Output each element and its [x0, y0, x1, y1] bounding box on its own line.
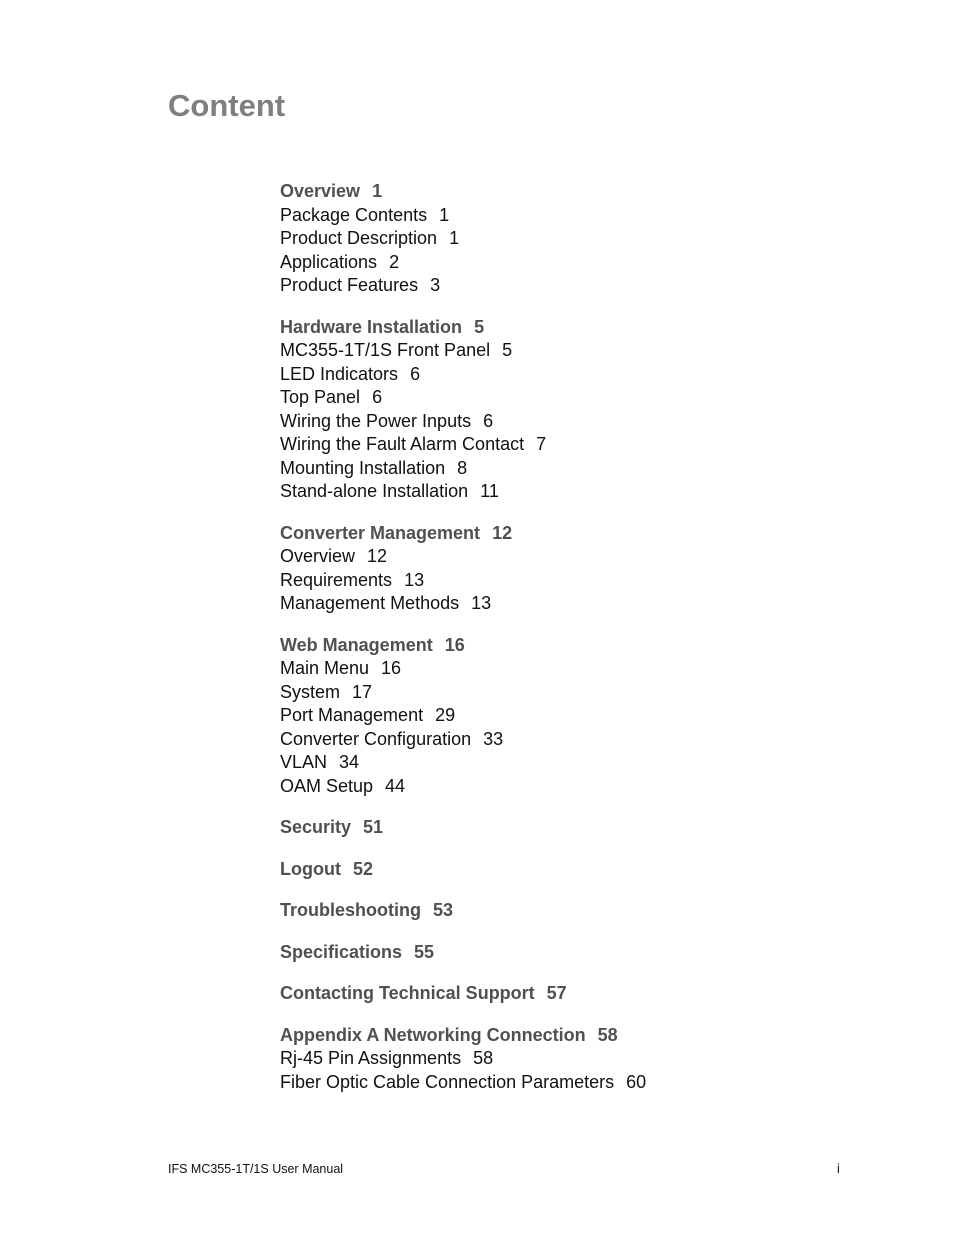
toc-section: [280, 316, 646, 504]
toc-section: [280, 858, 646, 882]
table-of-contents: [280, 180, 646, 1112]
toc-entry[interactable]: [280, 775, 646, 799]
toc-page-number: 1: [439, 204, 450, 225]
toc-entry-title: Specifications: [280, 941, 403, 962]
toc-entry-title: Rj-45 Pin Assignments: [280, 1048, 462, 1068]
toc-entry[interactable]: [280, 363, 646, 387]
toc-section: [280, 941, 646, 965]
toc-entry-title: Converter Management: [280, 522, 481, 543]
toc-page-number: 3: [430, 275, 441, 295]
toc-section-heading[interactable]: [280, 634, 646, 658]
toc-entry[interactable]: [280, 728, 646, 752]
toc-entry[interactable]: [280, 457, 646, 481]
toc-entry-title: Product Description: [280, 228, 438, 248]
toc-page-number: 13: [471, 593, 492, 613]
toc-entry-title: Fiber Optic Cable Connection Parameters: [280, 1071, 615, 1092]
toc-page-number: 2: [389, 251, 400, 272]
toc-entry[interactable]: [280, 274, 646, 298]
toc-entry-title: Logout: [280, 858, 341, 879]
toc-page-number: 58: [597, 1024, 618, 1045]
toc-section-heading[interactable]: [280, 180, 646, 204]
toc-entry-title: Top Panel: [280, 387, 361, 407]
toc-entry-title: Contacting Technical Support: [280, 983, 535, 1003]
toc-entry-title: Stand-alone Installation: [280, 481, 469, 501]
toc-entry[interactable]: [280, 545, 646, 569]
footer-manual-title: IFS MC355-1T/1S User Manual: [168, 1162, 344, 1176]
toc-entry-title: Appendix A Networking Connection: [280, 1024, 586, 1045]
toc-page-number: 58: [473, 1048, 494, 1068]
footer-page-number: i: [837, 1162, 840, 1176]
toc-entry-title: VLAN: [280, 752, 328, 772]
toc-section: [280, 816, 646, 840]
toc-page-number: 8: [457, 457, 468, 478]
toc-page-number: 33: [483, 728, 504, 749]
toc-entry[interactable]: [280, 592, 646, 616]
toc-page-number: 1: [372, 181, 383, 201]
toc-section: [280, 180, 646, 298]
toc-page-number: 44: [385, 775, 406, 796]
toc-section-heading[interactable]: [280, 1024, 646, 1048]
toc-page-number: 53: [433, 900, 454, 920]
toc-page-number: 5: [474, 316, 485, 337]
page-title: Content: [168, 88, 286, 123]
toc-entry-title: OAM Setup: [280, 775, 374, 796]
toc-page-number: 17: [352, 681, 373, 702]
toc-entry-title: Wiring the Fault Alarm Contact: [280, 434, 525, 454]
toc-entry[interactable]: [280, 251, 646, 275]
toc-entry-title: Applications: [280, 251, 378, 272]
toc-entry-title: Package Contents: [280, 204, 428, 225]
toc-entry[interactable]: [280, 681, 646, 705]
toc-section-heading[interactable]: [280, 316, 646, 340]
toc-entry[interactable]: [280, 410, 646, 434]
toc-entry-title: Port Management: [280, 705, 424, 725]
toc-section-heading[interactable]: [280, 982, 646, 1006]
toc-entry[interactable]: [280, 480, 646, 504]
toc-entry[interactable]: [280, 386, 646, 410]
toc-entry-title: Main Menu: [280, 658, 370, 678]
toc-page-number: 16: [444, 634, 465, 655]
toc-entry-title: LED Indicators: [280, 363, 399, 384]
toc-entry-title: Converter Configuration: [280, 728, 472, 749]
toc-section: [280, 1024, 646, 1095]
toc-entry-title: Web Management: [280, 634, 433, 655]
toc-entry[interactable]: [280, 569, 646, 593]
toc-entry[interactable]: [280, 657, 646, 681]
toc-page-number: 1: [449, 228, 460, 248]
toc-section-heading[interactable]: [280, 816, 646, 840]
toc-section-heading[interactable]: [280, 522, 646, 546]
toc-page-number: 12: [492, 522, 513, 543]
toc-page-number: 55: [414, 941, 435, 962]
toc-page-number: 6: [483, 410, 494, 431]
toc-section-heading[interactable]: [280, 941, 646, 965]
toc-section: [280, 982, 646, 1006]
toc-section: [280, 522, 646, 616]
toc-page-number: 13: [404, 569, 425, 590]
toc-page-number: 6: [372, 387, 383, 407]
toc-entry-title: Hardware Installation: [280, 316, 463, 337]
toc-page-number: 11: [480, 481, 499, 501]
toc-entry[interactable]: [280, 751, 646, 775]
toc-page-number: 5: [502, 340, 513, 360]
toc-entry[interactable]: [280, 433, 646, 457]
toc-section-heading[interactable]: [280, 858, 646, 882]
toc-entry-title: Overview: [280, 181, 361, 201]
toc-page-number: 7: [536, 434, 547, 454]
toc-page-number: 29: [435, 705, 456, 725]
toc-entry-title: Security: [280, 817, 352, 837]
toc-entry-title: Overview: [280, 546, 356, 566]
toc-entry-title: Management Methods: [280, 593, 460, 613]
toc-page-number: 51: [363, 817, 384, 837]
toc-entry-title: Troubleshooting: [280, 900, 421, 920]
toc-entry[interactable]: [280, 704, 646, 728]
toc-section: [280, 899, 646, 923]
toc-entry-title: Wiring the Power Inputs: [280, 410, 472, 431]
toc-page-number: 16: [381, 658, 402, 678]
toc-entry[interactable]: [280, 227, 646, 251]
toc-page-number: 12: [367, 546, 388, 566]
toc-entry[interactable]: [280, 204, 646, 228]
toc-page-number: 34: [339, 752, 360, 772]
toc-entry-title: Requirements: [280, 569, 393, 590]
toc-entry-title: Product Features: [280, 275, 419, 295]
toc-entry[interactable]: [280, 339, 646, 363]
toc-entry-title: MC355-1T/1S Front Panel: [280, 340, 491, 360]
toc-page-number: 6: [410, 363, 421, 384]
toc-entry-title: System: [280, 681, 341, 702]
toc-section-heading[interactable]: [280, 899, 646, 923]
toc-section: [280, 634, 646, 799]
toc-page-number: 52: [352, 858, 374, 879]
toc-page-number: 57: [546, 983, 567, 1003]
toc-entry[interactable]: [280, 1071, 646, 1095]
toc-entry-title: Mounting Installation: [280, 457, 446, 478]
toc-entry[interactable]: [280, 1047, 646, 1071]
toc-page-number: 60: [626, 1071, 647, 1092]
